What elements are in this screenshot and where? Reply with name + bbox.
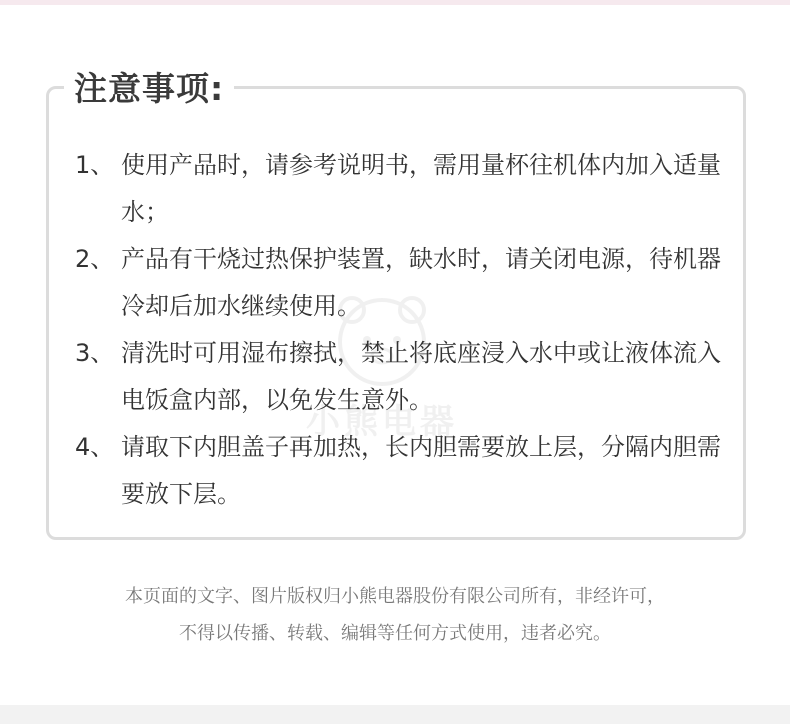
copyright-line-2: 不得以传播、转载、编辑等任何方式使用，违者必究。 xyxy=(179,623,611,644)
copyright-notice xyxy=(0,578,790,652)
item-text: 使用产品时，请参考说明书，需用量杯往机体内加入适量水； xyxy=(121,151,721,226)
copyright-line-1: 本页面的文字、图片版权归小熊电器股份有限公司所有，非经许可， xyxy=(125,586,665,607)
item-number: 1、 xyxy=(75,151,115,179)
item-text: 清洗时可用湿布擦拭，禁止将底座浸入水中或让液体流入电饭盒内部，以免发生意外。 xyxy=(121,339,721,414)
item-text: 产品有干烧过热保护装置，缺水时，请关闭电源，待机器冷却后加水继续使用。 xyxy=(121,245,721,320)
notice-item-4 xyxy=(75,424,725,518)
notice-list xyxy=(75,142,725,518)
notice-item-3 xyxy=(75,330,725,424)
notice-item-1 xyxy=(75,142,725,236)
item-number: 4、 xyxy=(75,433,115,461)
notice-title: 注意事项: xyxy=(64,66,234,112)
notice-item-2 xyxy=(75,236,725,330)
item-number: 3、 xyxy=(75,339,115,367)
item-text: 请取下内胆盖子再加热，长内胆需要放上层，分隔内胆需要放下层。 xyxy=(121,433,721,508)
watermark-text: 小熊电器 xyxy=(306,402,458,442)
item-number: 2、 xyxy=(75,245,115,273)
bottom-divider-strip xyxy=(0,705,790,724)
top-divider-strip xyxy=(0,0,790,5)
